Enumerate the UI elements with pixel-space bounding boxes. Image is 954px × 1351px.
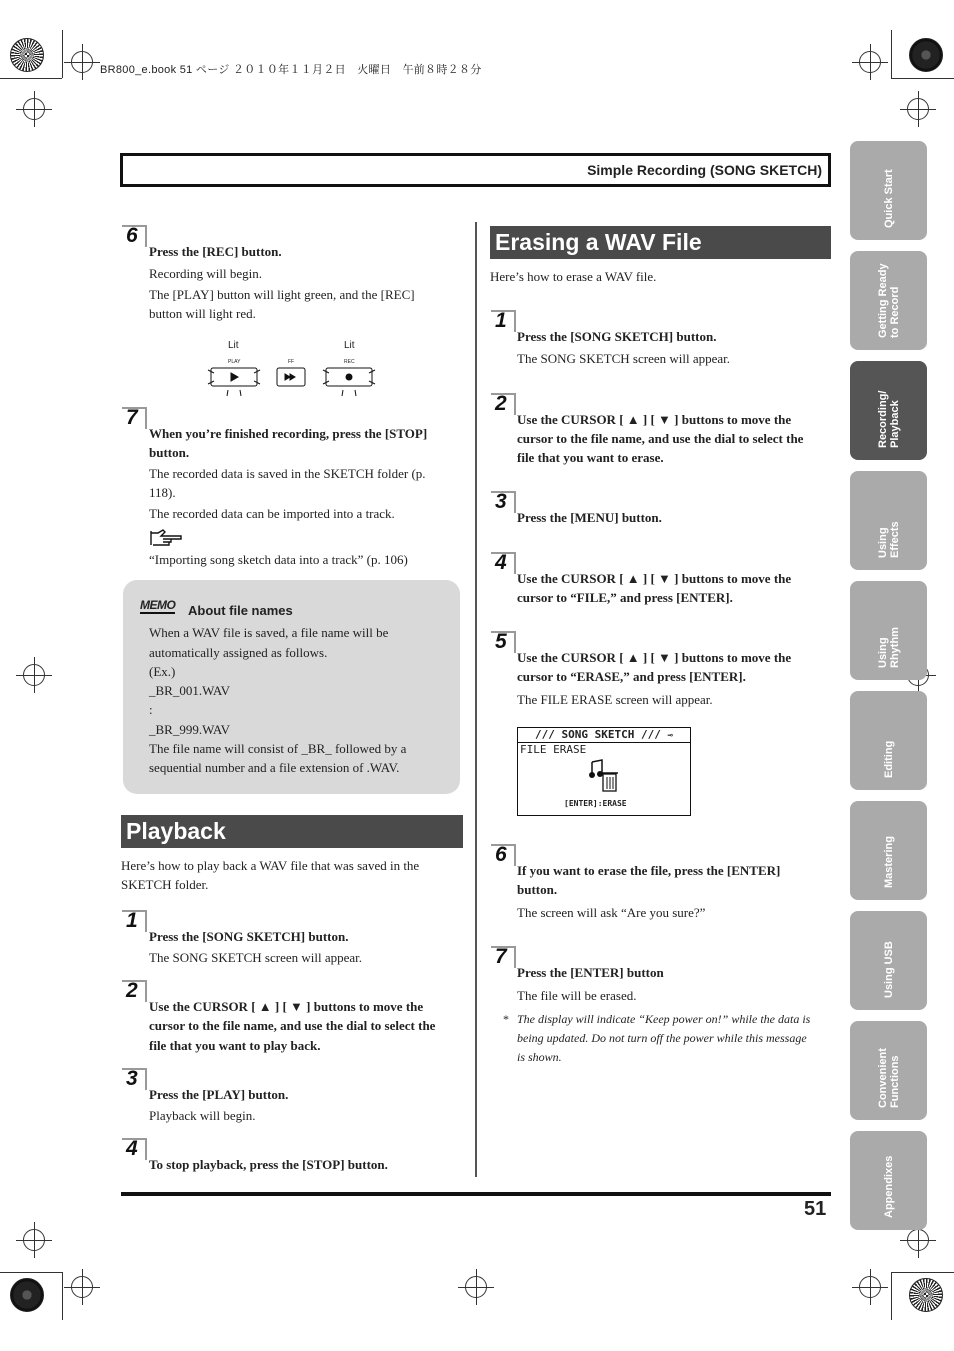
memo-text: When a WAV file is saved, a file name will be (149, 625, 389, 640)
step-text: The FILE ERASE screen will appear. (517, 692, 713, 707)
step-number: 7 (123, 408, 147, 428)
step-heading: Press the [SONG SKETCH] button. (149, 929, 349, 944)
tab-label: Editing (882, 740, 895, 778)
step-heading: button. (517, 882, 558, 897)
lcd-title (518, 728, 690, 743)
step-text: Playback will begin. (149, 1108, 256, 1123)
note-text: is shown. (517, 1050, 562, 1064)
memo-text: The file name will consist of _BR_ followed by a (149, 741, 407, 756)
step-heading: Use the CURSOR [ ▲ ] [ ▼ ] buttons to move the (149, 999, 424, 1014)
memo-text: _BR_999.WAV (149, 722, 231, 737)
lit-label: Lit (228, 340, 239, 351)
tab-label: Using USB (882, 941, 895, 998)
step-heading: Press the [ENTER] button (517, 965, 664, 980)
registration-rosette-top-left (10, 38, 44, 72)
step-heading: To stop playback, press the [STOP] button. (149, 1157, 388, 1172)
step-heading: Press the [PLAY] button. (149, 1087, 289, 1102)
section-title-playback: Playback (121, 815, 463, 848)
crosshair-mark (23, 664, 45, 686)
step-heading: Press the [SONG SKETCH] button. (517, 329, 717, 344)
crop-line (891, 30, 892, 78)
tab-appendixes[interactable] (850, 1131, 927, 1230)
step-text: The screen will ask “Are you sure?” (517, 905, 706, 920)
step-number: 2 (492, 394, 516, 414)
play-caption: PLAY (228, 359, 241, 365)
step-heading: file that you want to erase. (517, 450, 664, 465)
step-text: The SONG SKETCH screen will appear. (517, 351, 731, 366)
lcd-title-text: SONG SKETCH (561, 728, 635, 741)
step-number: 3 (123, 1069, 147, 1089)
crosshair-mark (907, 98, 929, 120)
step-text: 118). (149, 485, 176, 500)
tab-using-rhythm[interactable] (850, 581, 927, 680)
step-number: 7 (492, 947, 516, 967)
play-button-icon (208, 368, 260, 396)
tab-label: Using (876, 637, 889, 668)
tab-label: Recording/ (876, 390, 889, 448)
step-heading: file that you want to play back. (149, 1038, 321, 1053)
page-number: 51 (804, 1198, 827, 1220)
ff-caption: FF (288, 359, 295, 365)
tab-label: Rhythm (888, 627, 901, 668)
note-mark: * (503, 1012, 509, 1026)
tab-mastering[interactable] (850, 801, 927, 900)
step-number: 1 (123, 911, 147, 931)
indicator-buttons (205, 340, 380, 400)
crosshair-mark (859, 51, 881, 73)
step-text: Recording will begin. (149, 266, 263, 281)
crosshair-mark (23, 98, 45, 120)
tab-label: Appendixes (882, 1155, 895, 1218)
crop-line (0, 1272, 62, 1273)
crosshair-mark (23, 1229, 45, 1251)
tab-using-effects[interactable] (850, 471, 927, 570)
tab-label: Quick Start (882, 169, 895, 228)
step-number: 2 (123, 981, 147, 1001)
running-head: Simple Recording (SONG SKETCH) (587, 162, 822, 178)
footer-rule (121, 1192, 831, 1196)
step-text: button will light red. (149, 306, 256, 321)
rec-button-icon (323, 368, 375, 396)
crop-line (62, 30, 63, 78)
button-indicator-figure (205, 340, 380, 400)
step-text: The SONG SKETCH screen will appear. (149, 950, 363, 965)
step-number: 1 (492, 311, 516, 331)
column-divider (475, 222, 477, 1177)
tab-getting-ready[interactable] (850, 251, 927, 350)
memo-icon: MEMO (140, 598, 176, 612)
lcd-line: FILE ERASE (520, 743, 587, 756)
step-heading: Use the CURSOR [ ▲ ] [ ▼ ] buttons to move the (517, 650, 792, 665)
memo-text: sequential number and a file extension of .WAV. (149, 760, 400, 775)
step-text: The recorded data is saved in the SKETCH folder (p. (149, 466, 426, 481)
crop-line (0, 78, 62, 79)
step-text: The file will be erased. (517, 988, 637, 1003)
crop-line (891, 1272, 954, 1273)
tab-quick-start[interactable] (850, 141, 927, 240)
crop-line (891, 1272, 892, 1320)
registration-rosette-top-right (909, 38, 943, 72)
plug-icon: ⊸ (667, 731, 673, 741)
tab-editing[interactable] (850, 691, 927, 790)
trash-note-icon (586, 758, 622, 794)
step-number: 3 (492, 492, 516, 512)
tab-label: Mastering (882, 836, 895, 888)
lcd-slash-icon: /// (641, 728, 661, 741)
step-number: 4 (123, 1139, 147, 1159)
step-number: 6 (123, 226, 147, 246)
tab-label: Functions (888, 1055, 901, 1108)
step-heading: Press the [REC] button. (149, 244, 282, 259)
step-number: 5 (492, 632, 516, 652)
step-number: 6 (492, 845, 516, 865)
step-heading: cursor to “FILE,” and press [ENTER]. (517, 590, 733, 605)
crosshair-mark (465, 1276, 487, 1298)
section-intro: Here’s how to erase a WAV file. (490, 269, 657, 284)
tab-label: Effects (888, 521, 901, 558)
note-text: being updated. Do not turn off the power while this message (517, 1031, 807, 1045)
tab-using-usb[interactable] (850, 911, 927, 1010)
memo-text: automatically assigned as follows. (149, 645, 328, 660)
step-heading: When you’re finished recording, press the [STOP] (149, 426, 428, 441)
pointing-hand-icon (149, 528, 183, 548)
step-text: The [PLAY] button will light green, and the [REC] (149, 287, 415, 302)
registration-rosette-bottom-left (10, 1278, 44, 1312)
tab-label: to Record (888, 286, 901, 338)
step-heading: Use the CURSOR [ ▲ ] [ ▼ ] buttons to move the (517, 412, 792, 427)
tab-recording-playback[interactable] (850, 361, 927, 460)
tab-convenient-functions[interactable] (850, 1021, 927, 1120)
section-title-erasing: Erasing a WAV File (490, 226, 831, 259)
tab-label: Getting Ready (876, 263, 889, 338)
step-heading: Press the [MENU] button. (517, 510, 662, 525)
tab-label: Playback (888, 400, 901, 448)
print-header: BR800_e.book 51 ページ ２０１０年１１月２日 火曜日 午前８時２８分 (100, 64, 482, 76)
crosshair-mark (907, 1229, 929, 1251)
lcd-slash-icon: /// (535, 728, 555, 741)
step-heading: cursor to “ERASE,” and press [ENTER]. (517, 669, 746, 684)
step-heading: cursor to the file name, and use the dial to select the (149, 1018, 436, 1033)
crosshair-mark (71, 1276, 93, 1298)
step-heading: cursor to the file name, and use the dial to select the (517, 431, 804, 446)
section-intro: Here’s how to play back a WAV file that was saved in the (121, 858, 420, 873)
tab-label: Convenient (876, 1048, 889, 1108)
cross-reference: “Importing song sketch data into a track” (p. 106) (149, 552, 408, 567)
step-number: 4 (492, 553, 516, 573)
step-heading: If you want to erase the file, press the [ENTER] (517, 863, 781, 878)
note-text: The display will indicate “Keep power on!” while the data is (517, 1012, 811, 1026)
running-head-box (120, 153, 831, 187)
crosshair-mark (859, 1276, 881, 1298)
rec-caption: REC (344, 359, 355, 365)
crop-line (62, 1272, 63, 1320)
lcd-screen-file-erase (517, 727, 691, 816)
step-heading: button. (149, 445, 190, 460)
memo-text: : (149, 702, 153, 717)
section-intro: SKETCH folder. (121, 877, 209, 892)
tab-label: Using (876, 527, 889, 558)
step-heading: Use the CURSOR [ ▲ ] [ ▼ ] buttons to move the (517, 571, 792, 586)
memo-title: About file names (188, 603, 293, 618)
step-text: The recorded data can be imported into a track. (149, 506, 395, 521)
crosshair-mark (71, 51, 93, 73)
lcd-footer: [ENTER]:ERASE (564, 799, 627, 808)
memo-text: _BR_001.WAV (149, 683, 231, 698)
registration-rosette-bottom-right (909, 1278, 943, 1312)
crop-line (891, 78, 954, 79)
ff-button-icon (277, 368, 305, 386)
memo-text: (Ex.) (149, 664, 176, 679)
lit-label: Lit (344, 340, 355, 351)
